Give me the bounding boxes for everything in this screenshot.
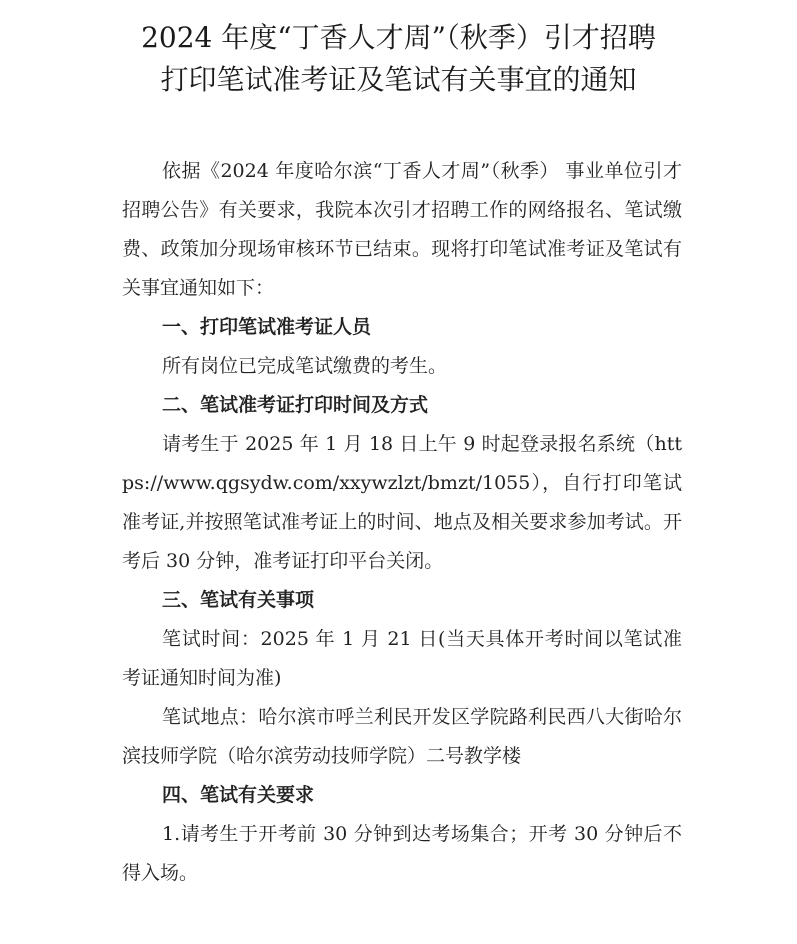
section-3-paragraph-2: 笔试地点：哈尔滨市呼兰利民开发区学院路利民西八大街哈尔滨技师学院（哈尔滨劳动技师学院）二号教学楼 (122, 706, 682, 767)
section-2-paragraph-1: 请考生于 2025 年 1 月 18 日上午 9 时起登录报名系统（https://www.qgsydw.com/xxywzlzt/bmzt/1055），自行打印笔试准考证,并按照笔试准考证上的时间、地点及相关要求参加考试。开考后 30 分钟，准考证打印平台关闭。 (122, 433, 682, 572)
document-body (122, 152, 682, 893)
section-heading-1: 一、打印笔试准考证人员 (162, 316, 372, 338)
section-heading-4: 四、笔试有关要求 (162, 784, 315, 806)
document-title-line2: 打印笔试准考证及笔试有关事宜的通知 (160, 63, 637, 96)
document-title-line1: 2024 年度“丁香人才周”（秋季）引才招聘 (141, 21, 656, 54)
section-4-paragraph-1: 1.请考生于开考前 30 分钟到达考场集合；开考 30 分钟后不得入场。 (122, 823, 682, 884)
intro-paragraph: 依据《2024 年度哈尔滨“丁香人才周”（秋季） 事业单位引才招聘公告》有关要求，我院本次引才招聘工作的网络报名、笔试缴费、政策加分现场审核环节已结束。现将打印笔试准考证及笔试有关事宜通知如下： (122, 160, 682, 299)
section-3-paragraph-1: 笔试时间：2025 年 1 月 21 日(当天具体开考时间以笔试准考证通知时间为准) (122, 628, 682, 689)
section-heading-3: 三、笔试有关事项 (162, 589, 315, 611)
section-1-paragraph-1: 所有岗位已完成笔试缴费的考生。 (162, 355, 448, 377)
section-heading-2: 二、笔试准考证打印时间及方式 (162, 394, 429, 416)
